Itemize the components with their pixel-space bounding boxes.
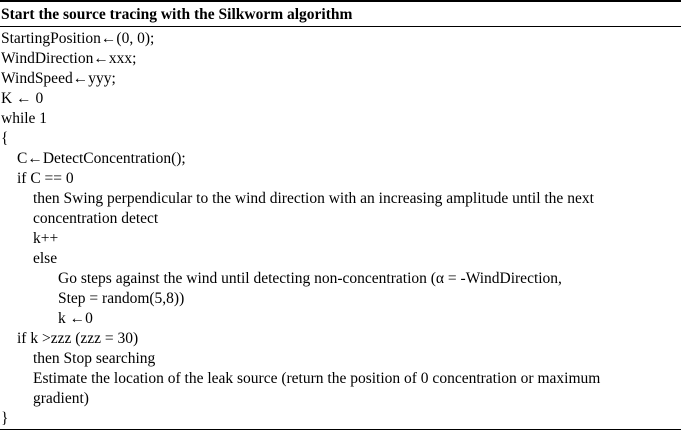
code-line: gradient): [33, 390, 89, 407]
code-line: if k >zzz (zzz = 30): [17, 330, 139, 347]
code-line: {: [1, 130, 9, 147]
code-line: if C == 0: [17, 170, 74, 187]
code-line: StartingPosition←(0, 0);: [1, 30, 155, 47]
code-line: K ← 0: [1, 90, 44, 107]
bottom-rule: [0, 429, 681, 430]
code-line: Step = random(5,8)): [58, 290, 185, 307]
code-line: then Swing perpendicular to the wind direction with an increasing amplitude until the next: [33, 190, 594, 207]
code-line: WindSpeed←yyy;: [1, 70, 116, 87]
code-line: }: [1, 410, 9, 427]
header-rule: [0, 26, 681, 27]
algorithm-body: [0, 29, 681, 429]
code-line: else: [33, 250, 58, 267]
code-line: k ←0: [58, 310, 93, 327]
code-line: concentration detect: [33, 210, 159, 227]
code-line: WindDirection←xxx;: [1, 50, 137, 67]
algorithm-title: Start the source tracing with the Silkworm algorithm: [1, 6, 353, 23]
code-line: Estimate the location of the leak source (return the position of 0 concentration or maximum: [33, 370, 601, 387]
top-rule: [0, 0, 681, 2]
code-line: k++: [33, 230, 59, 247]
code-line: Go steps against the wind until detecting non-concentration (α = -WindDirection,: [58, 270, 562, 287]
code-line: then Stop searching: [33, 350, 156, 367]
code-line: C←DetectConcentration();: [17, 150, 186, 167]
code-line: while 1: [1, 110, 48, 127]
